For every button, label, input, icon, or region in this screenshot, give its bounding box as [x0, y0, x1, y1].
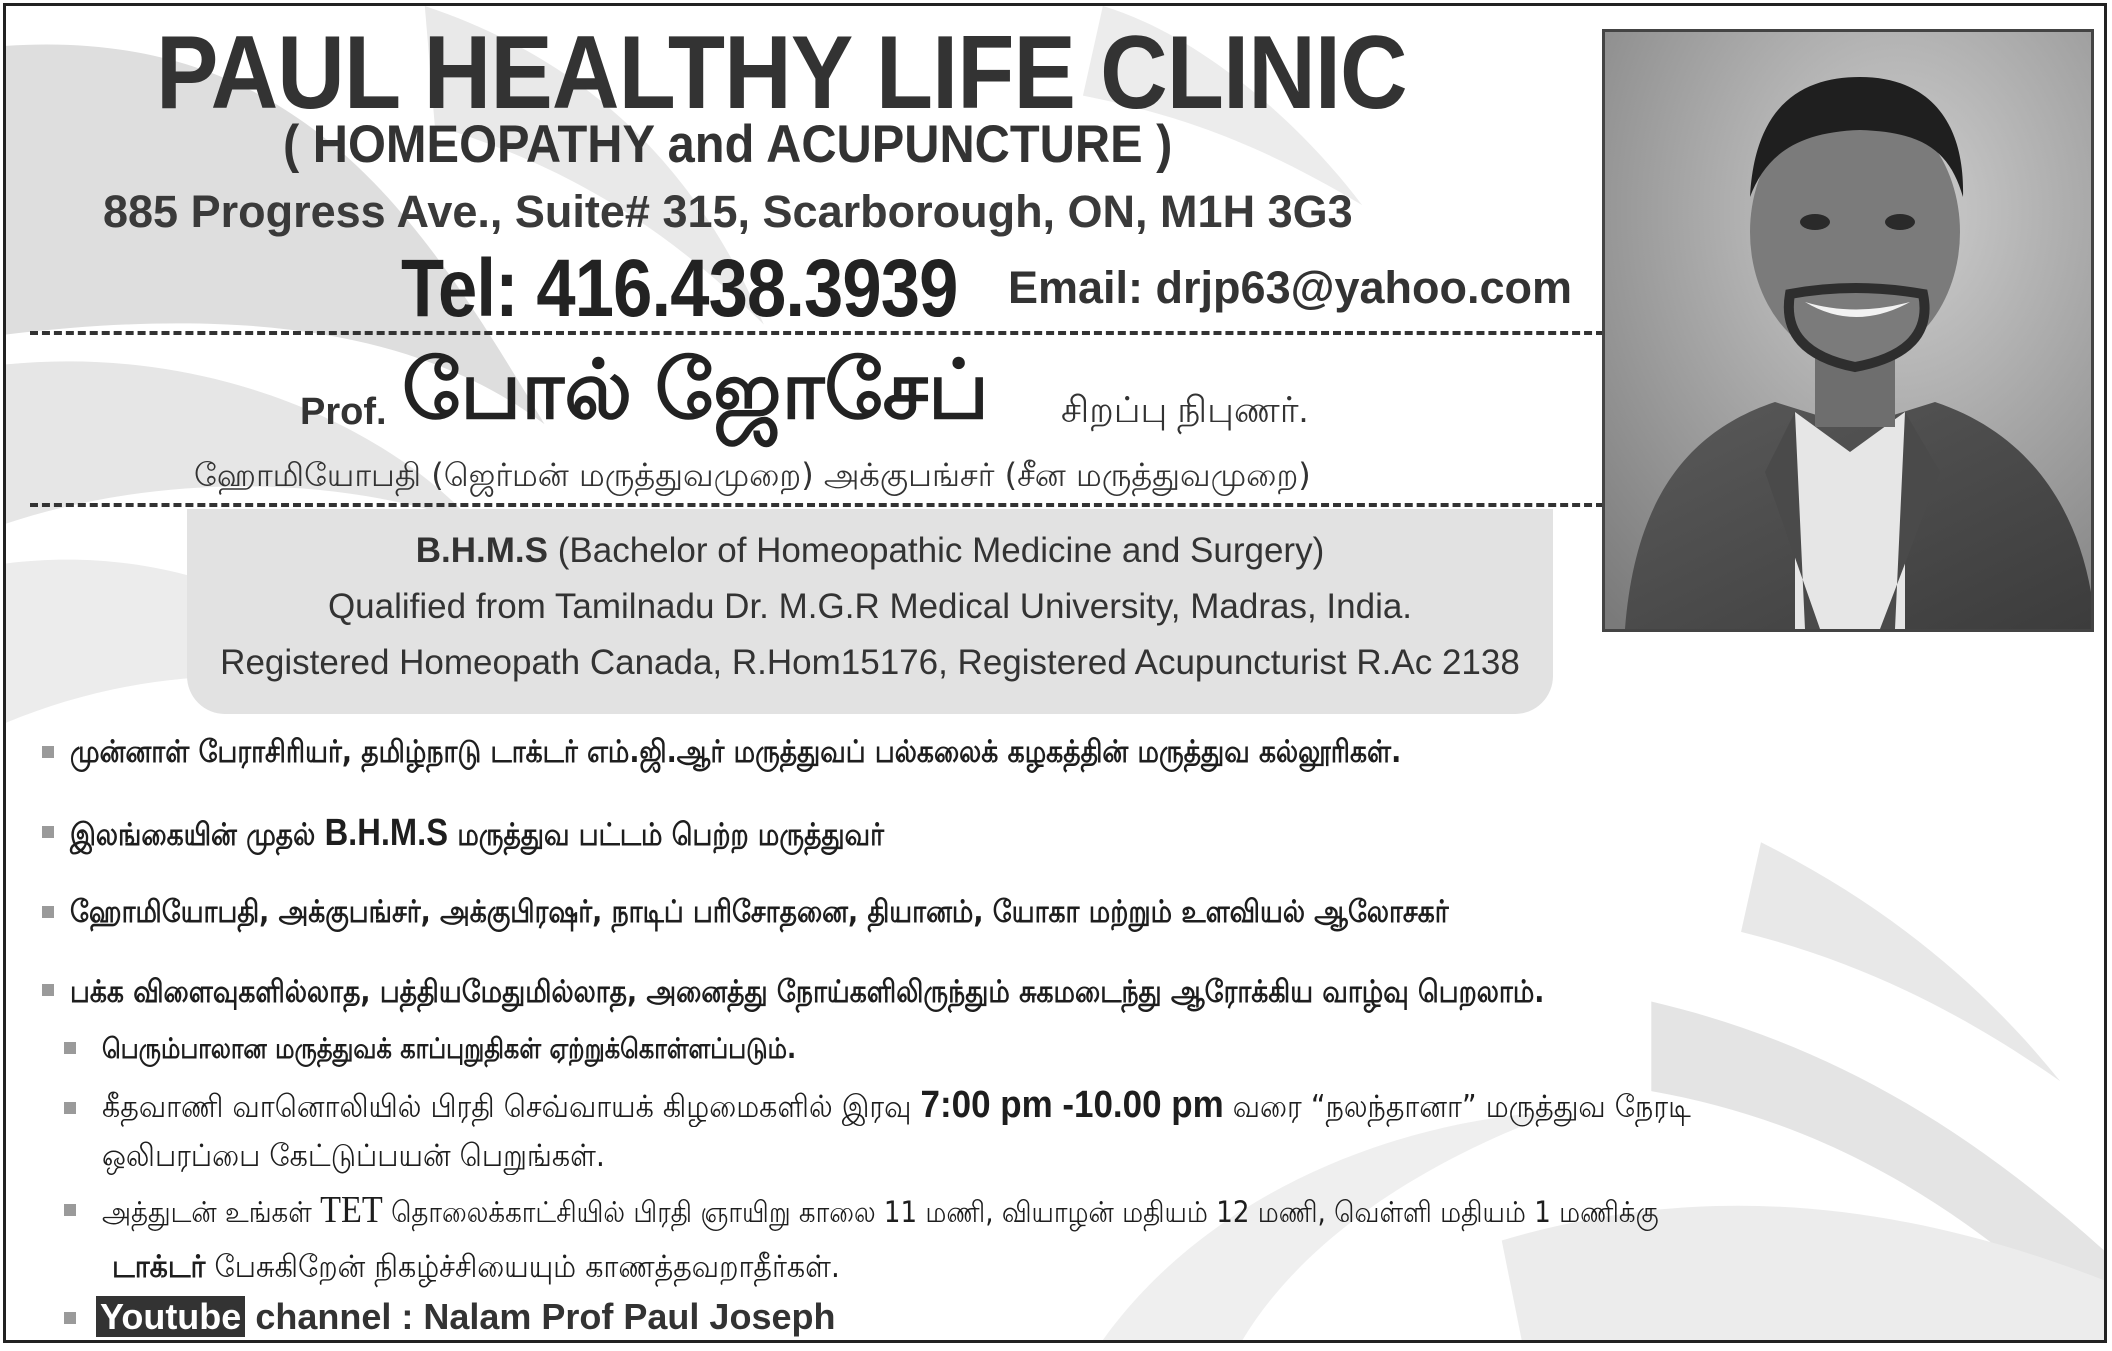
- tv-program-notice-line2: [112, 1249, 840, 1289]
- radio-program-time: 7:00 pm -10.00 pm: [920, 1084, 1224, 1126]
- registration-line: Registered Homeopath Canada, R.Hom15176, Registered Acupuncturist R.Ac 2138: [220, 643, 1520, 682]
- highlight-services: ஹோமியோபதி, அக்குபங்சர், அக்குபிரஷர், நாடிப் பரிசோதனை, தியானம், யோகா மற்றும் உளவியல் ஆலோசகர்: [70, 894, 1449, 930]
- bullet-marker: [64, 1102, 76, 1114]
- youtube-channel-line: [96, 1296, 835, 1338]
- degree-line: [187, 531, 1553, 571]
- dashed-divider-top: [30, 331, 1604, 335]
- tv-notice-prefix: அத்துடன் உங்கள்: [102, 1195, 321, 1229]
- portrait-illustration: [1605, 32, 2091, 629]
- bullet-marker: [42, 746, 54, 758]
- tv-notice-line2-text: பேசுகிறேன் நிகழ்ச்சியையும் காணத்தவறாதீர்கள்.: [205, 1249, 840, 1285]
- bullet-marker: [42, 984, 54, 996]
- doctor-name: போல் ஜோசேப்: [402, 345, 990, 436]
- doctor-specialist-title: சிறப்பு நிபுணர்.: [1061, 389, 1309, 430]
- tv-doctor-word: டாக்டர்: [112, 1249, 206, 1285]
- email-address[interactable]: Email: drjp63@yahoo.com: [1008, 262, 1573, 313]
- bullet-marker: [42, 906, 54, 918]
- degree-full-name: (Bachelor of Homeopathic Medicine and Surgery): [548, 531, 1325, 570]
- degree-abbreviation: B.H.M.S: [415, 531, 548, 570]
- radio-program-notice-line2: ஒலிபரப்பை கேட்டுப்பயன் பெறுங்கள்.: [102, 1138, 605, 1174]
- highlight-first-bhms-prefix: இலங்கையின் முதல்: [70, 817, 325, 853]
- tv-channel-name: TET: [320, 1189, 383, 1231]
- tv-program-notice: [102, 1188, 1659, 1233]
- radio-notice-prefix: கீதவாணி வானொலியில் பிரதி செவ்வாயக் கிழமைகளில் இரவு: [102, 1089, 921, 1125]
- tv-notice-suffix: தொலைக்காட்சியில் பிரதி ஞாயிறு காலை 11 மணி, வியாழன் மதியம் 12 மணி, வெள்ளி மதியம் 1 மணிக்கு: [382, 1195, 1659, 1229]
- dashed-divider-bottom: [30, 503, 1604, 507]
- clinic-address: 885 Progress Ave., Suite# 315, Scarborough, ON, M1H 3G3: [103, 186, 1353, 237]
- clinic-name: PAUL HEALTHY LIFE CLINIC: [156, 15, 1407, 131]
- clinic-advertisement: [3, 3, 2107, 1343]
- highlight-first-bhms-suffix: மருத்துவ பட்டம் பெற்ற மருத்துவர்: [448, 817, 885, 853]
- radio-program-notice: [102, 1084, 1691, 1129]
- doctor-prefix: Prof.: [300, 391, 387, 433]
- youtube-label[interactable]: Youtube: [96, 1296, 245, 1337]
- radio-notice-suffix: வரை “நலந்தானா” மருத்துவ நேரடி: [1223, 1089, 1691, 1125]
- university-line: Qualified from Tamilnadu Dr. M.G.R Medical University, Madras, India.: [327, 587, 1413, 626]
- bullet-marker: [64, 1042, 76, 1054]
- bullet-marker: [64, 1204, 76, 1216]
- telephone-number[interactable]: Tel: 416.438.3939: [401, 243, 958, 334]
- highlight-first-bhms-degree: B.H.M.S: [324, 812, 449, 854]
- highlight-benefits: பக்க விளைவுகளில்லாத, பத்தியமேதுமில்லாத, அனைத்து நோய்களிலிருந்தும் சுகமடைந்து ஆரோக்கிய வாழ்வு பெறலாம்.: [70, 974, 1545, 1010]
- doctor-tagline: ஹோமியோபதி (ஜெர்மன் மருத்துவமுறை) அக்குபங்சர் (சீன மருத்துவமுறை): [194, 456, 1311, 494]
- insurance-notice: பெரும்பாலான மருத்துவக் காப்புறுதிகள் ஏற்றுக்கொள்ளப்படும்.: [102, 1032, 797, 1065]
- clinic-specialty-subtitle: ( HOMEOPATHY and ACUPUNCTURE ): [283, 115, 1173, 174]
- doctor-portrait: [1602, 29, 2094, 632]
- bullet-marker: [64, 1312, 76, 1324]
- bullet-marker: [42, 826, 54, 838]
- youtube-channel-name[interactable]: channel : Nalam Prof Paul Joseph: [245, 1296, 836, 1337]
- highlight-first-bhms: [70, 812, 884, 857]
- highlight-former-professor: முன்னாள் பேராசிரியர், தமிழ்நாடு டாக்டர் எம்.ஜி.ஆர் மருத்துவப் பல்கலைக் கழகத்தின் மருத்துவ கல்லூரிகள்.: [70, 734, 1402, 770]
